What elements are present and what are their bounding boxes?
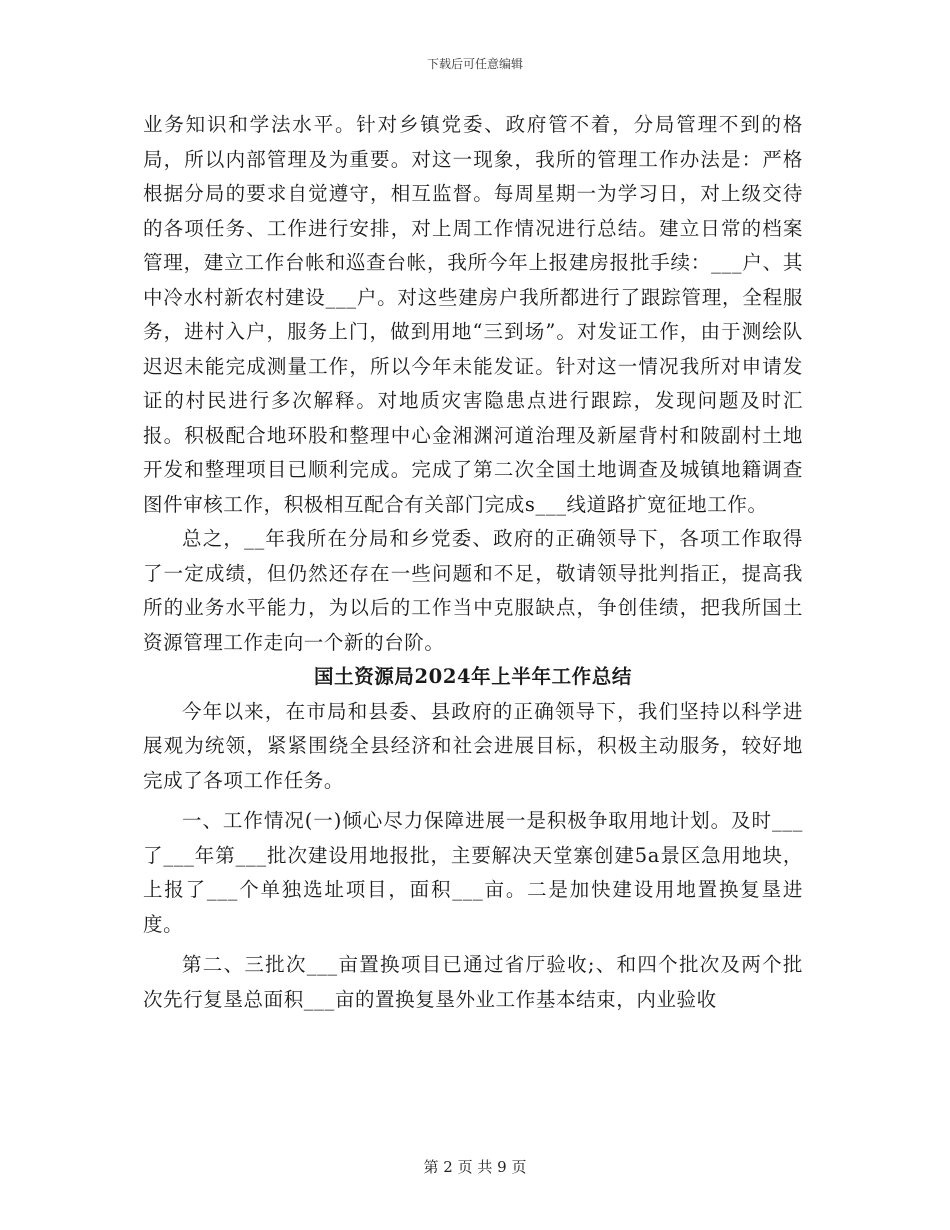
paragraph-intro: 今年以来，在市局和县委、县政府的正确领导下，我们坚持以科学进展观为统领，紧紧围绕全县经济和社会进展目标，积极主动服务，较好地完成了各项工作任务。: [143, 699, 803, 792]
document-body: [143, 108, 803, 1017]
page-number: 第 2 页 共 9 页: [423, 1158, 527, 1176]
page-header-note: 下载后可任意编辑: [426, 57, 523, 71]
section-title: 国土资源局2024年上半年工作总结: [314, 665, 632, 688]
paragraph-conclusion: 总之，__年我所在分局和乡党委、政府的正确领导下，各项工作取得了一定成绩，但仍然还存在一些问题和不足，敬请领导批判指正，提高我所的业务水平能力，为以后的工作当中克服缺点，争创佳绩，把我所国土资源管理工作走向一个新的台阶。: [143, 527, 803, 654]
paragraph-batches: 第二、三批次___亩置换项目已通过省厅验收;、和四个批次及两个批次先行复垦总面积___亩的置换复垦外业工作基本结束，内业验收: [143, 953, 803, 1011]
paragraph-management: 业务知识和学法水平。针对乡镇党委、政府管不着，分局管理不到的格局，所以内部管理及为重要。对这一现象，我所的管理工作办法是：严格根据分局的要求自觉遵守，相互监督。每周星期一为学习日，对上级交待的各项任务、工作进行安排，对上周工作情况进行总结。建立日常的档案管理，建立工作台帐和巡查台帐，我所今年上报建房报批手续：___户、其中冷水村新农村建设___户。对这些建房户我所都进行了跟踪管理，全程服务，进村入户，服务上门，做到用地“三到场”。对发证工作，由于测绘队迟迟未能完成测量工作，所以今年未能发证。针对这一情况我所对申请发证的村民进行多次解释。对地质灾害隐患点进行跟踪，发现问题及时汇报。积极配合地环股和整理中心金湘渊河道治理及新屋背村和陂副村土地开发和整理项目已顺利完成。完成了第二次全国土地调查及城镇地籍调查图件审核工作，积极相互配合有关部门完成s___线道路扩宽征地工作。: [143, 113, 803, 516]
paragraph-work-status: 一、工作情况(一)倾心尽力保障进展一是积极争取用地计划。及时___了___年第___批次建设用地报批，主要解决天堂寨创建5a景区急用地块，上报了___个单独选址项目，面积___亩。二是加快建设用地置换复垦进度。: [143, 809, 803, 936]
